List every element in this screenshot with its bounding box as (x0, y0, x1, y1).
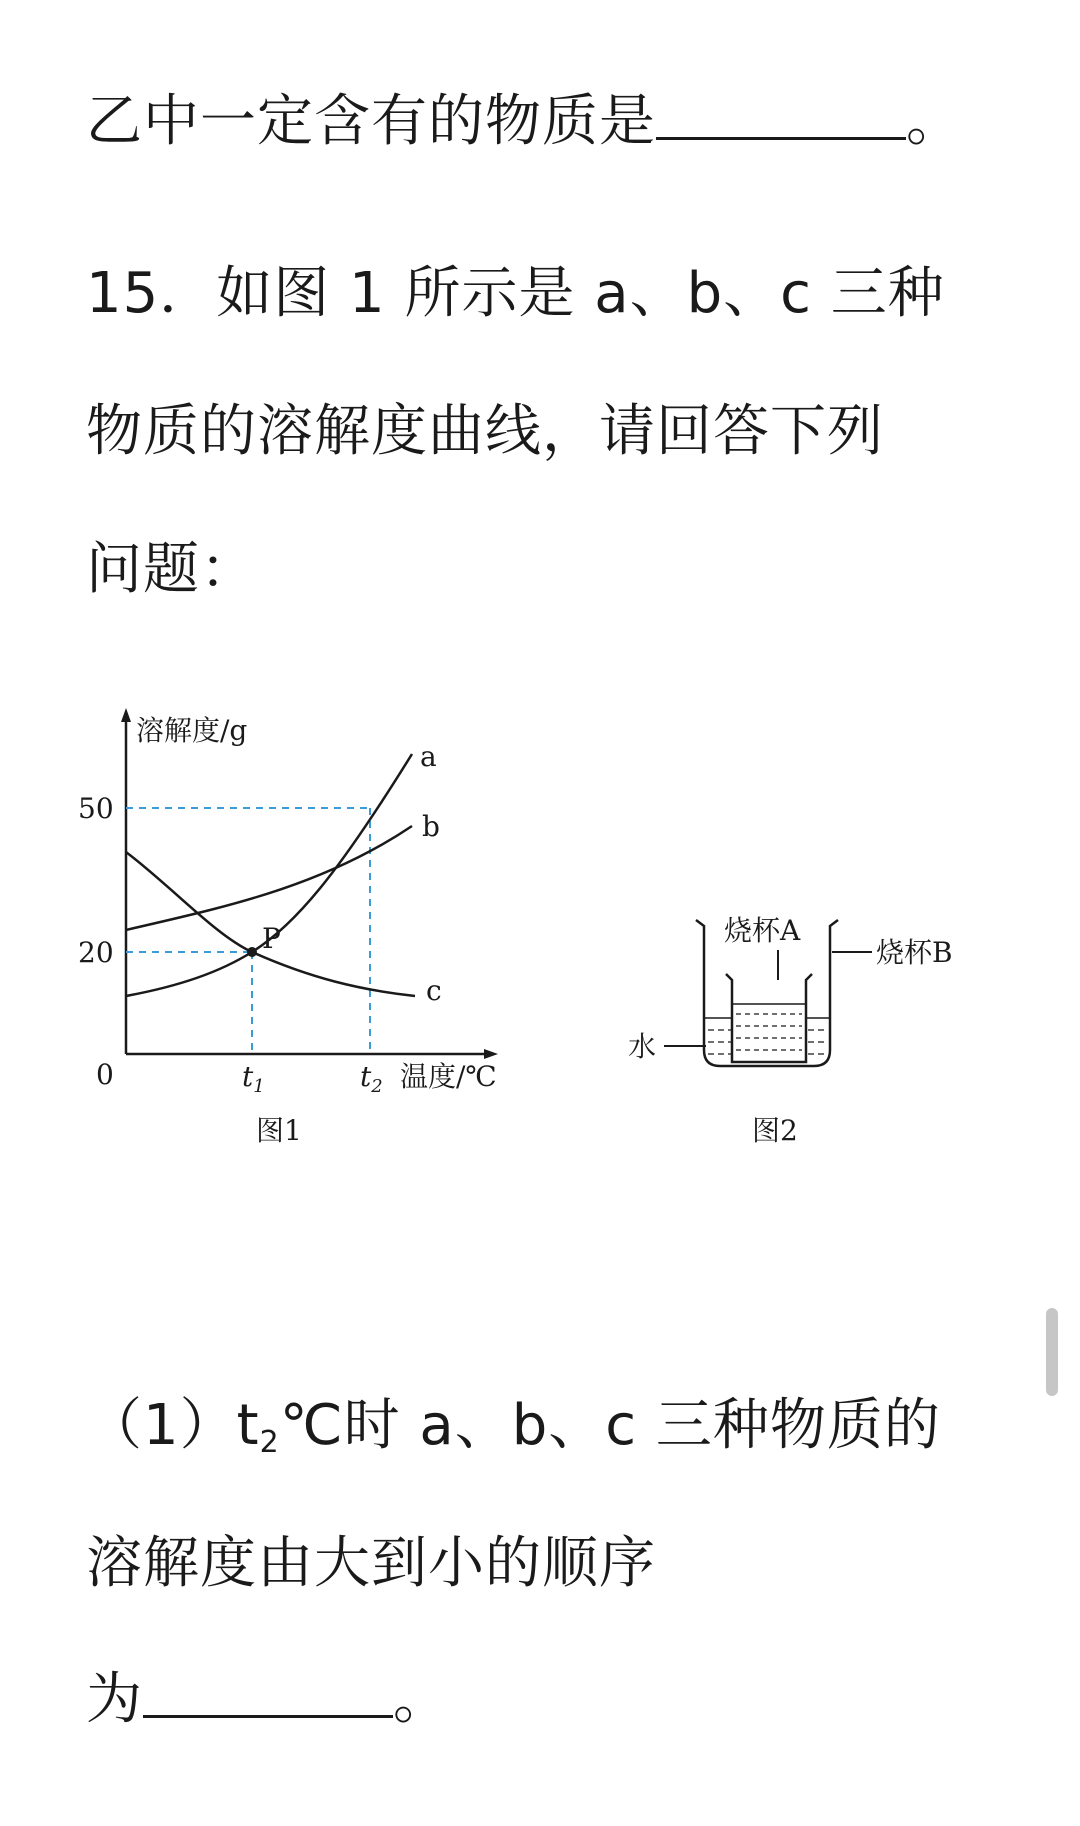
origin-label: 0 (96, 1058, 114, 1091)
beaker-b-label: 烧杯B (876, 936, 953, 969)
scrollbar-thumb[interactable] (1046, 1308, 1058, 1396)
sub1-line-3 (86, 1667, 450, 1732)
x-tick-t2: $t_2$ (360, 1060, 383, 1097)
guide-lines (126, 808, 370, 1054)
figure2-caption: 图2 (752, 1114, 798, 1147)
sub1-rest: ℃时 a、b、c 三种物质的 (279, 1393, 941, 1458)
intersection-point-p (247, 947, 257, 957)
q15-line-3: 问题： (86, 537, 257, 602)
sub1-line-1 (86, 1393, 941, 1460)
curve-c-label: c (426, 974, 442, 1007)
prev-question-end: 。 (906, 89, 963, 154)
sub1-line3-end: 。 (393, 1667, 450, 1732)
prev-question-line (86, 89, 963, 154)
y-tick-50: 50 (78, 792, 114, 825)
sub1-line-2: 溶解度由大到小的顺序 (86, 1531, 656, 1596)
y-axis-arrow (121, 708, 131, 722)
x-tick-t1: $t_1$ (242, 1060, 265, 1097)
y-tick-20: 20 (78, 936, 114, 969)
q15-line-2: 物质的溶解度曲线，请回答下列 (86, 399, 884, 464)
beaker-a (726, 974, 812, 1062)
beaker-a-label: 烧杯A (724, 914, 801, 947)
sub1-line3-text: 为 (86, 1667, 143, 1732)
figure2-beakers (600, 880, 1030, 1160)
y-axis-label: 溶解度/g (136, 714, 248, 747)
answer-blank-2 (143, 1715, 393, 1718)
sub1-subscript: 2 (259, 1425, 280, 1460)
figure1-solubility-chart (70, 700, 530, 1160)
x-axis-arrow (484, 1049, 498, 1059)
answer-blank (656, 137, 906, 140)
curve-b-label: b (422, 810, 440, 843)
prev-question-text: 乙中一定含有的物质是 (86, 89, 656, 154)
point-p-label: P (262, 922, 281, 955)
water-label: 水 (628, 1030, 657, 1063)
figure1-caption: 图1 (256, 1114, 302, 1147)
q15-line-1: 15．如图 1 所示是 a、b、c 三种 (86, 261, 945, 326)
sub1-prefix: （1）t (86, 1393, 260, 1458)
x-axis-label: 温度/℃ (400, 1060, 497, 1093)
curve-a-label: a (420, 740, 437, 773)
